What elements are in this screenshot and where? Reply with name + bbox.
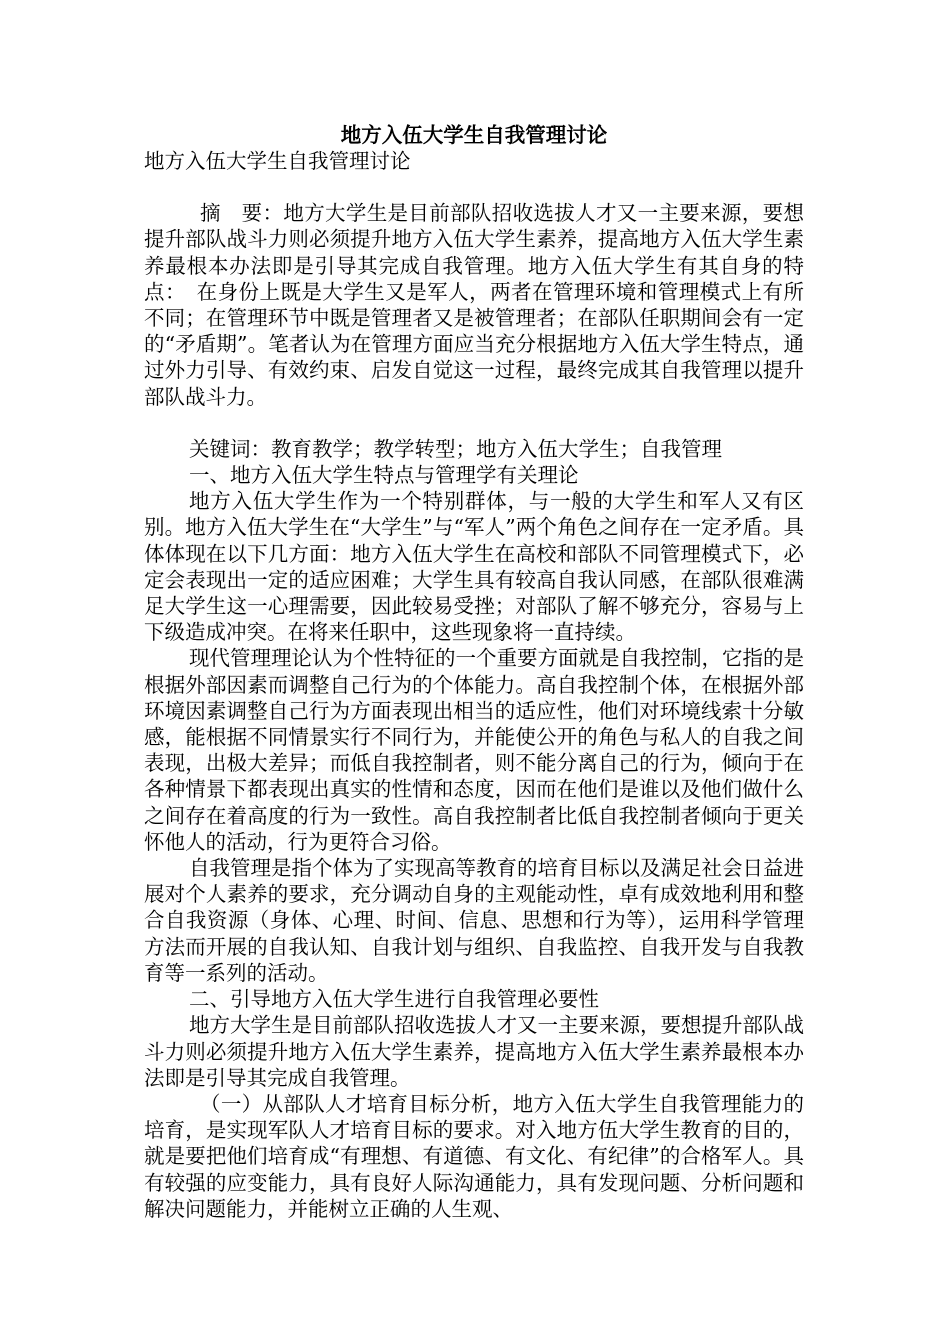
keywords-line: 关键词：教育教学；教学转型；地方入伍大学生；自我管理 bbox=[189, 436, 722, 461]
section-1-heading: 一、地方入伍大学生特点与管理学有关理论 bbox=[189, 463, 579, 488]
document-title: 地方入伍大学生自我管理讨论 bbox=[340, 123, 608, 147]
document-subtitle: 地方入伍大学生自我管理讨论 bbox=[144, 149, 411, 173]
section-1-paragraph-1: 地方入伍大学生作为一个特别群体，与一般的大学生和军人又有区别。地方入伍大学生在“大学生”与“军人”两个角色之间存在一定矛盾。具体体现在以下几方面：地方入伍大学生在高校和部队不同管理模式下，必定会表现出一定的适应困难；大学生具有较高自我认同感，在部队很难满足大学生这一心理需要，因此较易受挫；对部队了解不够充分，容易与上下级造成冲突。在将来任职中，这些现象将一直持续。 bbox=[144, 489, 804, 645]
section-1-paragraph-3: 自我管理是指个体为了实现高等教育的培育目标以及满足社会日益进展对个人素养的要求，充分调动自身的主观能动性，卓有成效地利用和整合自我资源（身体、心理、时间、信息、思想和行为等），运用科学管理方法而开展的自我认知、自我计划与组织、自我监控、自我开发与自我教育等一系列的活动。 bbox=[144, 856, 804, 985]
document-page bbox=[144, 118, 804, 1222]
section-2-paragraph-2: （一）从部队人才培育目标分析，地方入伍大学生自我管理能力的培育，是实现军队人才培育目标的要求。对入地方伍大学生教育的目的，就是要把他们培育成“有理想、有道德、有文化、有纪律”的合格军人。具有较强的应变能力，具有良好人际沟通能力，具有发现问题、分析问题和解决问题能力，并能树立正确的人生观、 bbox=[144, 1091, 804, 1221]
section-2-heading: 二、引导地方入伍大学生进行自我管理必要性 bbox=[189, 987, 599, 1012]
blank-line bbox=[144, 410, 804, 436]
section-2-paragraph-1: 地方大学生是目前部队招收选拔人才又一主要来源，要想提升部队战斗力则必须提升地方入伍大学生素养，提高地方入伍大学生素养最根本办法即是引导其完成自我管理。 bbox=[144, 1013, 804, 1090]
abstract-paragraph: 摘 要：地方大学生是目前部队招收选拔人才又一主要来源，要想提升部队战斗力则必须提升地方入伍大学生素养，提高地方入伍大学生素养最根本办法即是引导其完成自我管理。地方入伍大学生有其自身的特点： 在身份上既是大学生又是军人，两者在管理环境和管理模式上有所不同；在管理环节中既是管理者又是被管理者；在部队任职期间会有一定的“矛盾期”。笔者认为在管理方面应当充分根据地方入伍大学生特点，通过外力引导、有效约束、启发自觉这一过程，最终完成其自我管理以提升部队战斗力。 bbox=[144, 201, 804, 409]
section-1-paragraph-2: 现代管理理论认为个性特征的一个重要方面就是自我控制，它指的是根据外部因素而调整自己行为的个体能力。高自我控制个体，在根据外部环境因素调整自己行为方面表现出相当的适应性，他们对环境线索十分敏感，能根据不同情景实行不同行为，并能使公开的角色与私人的自我之间表现，出极大差异；而低自我控制者，则不能分离自己的行为，倾向于在各种情景下都表现出真实的性情和态度，因而在他们是谁以及他们做什么之间存在着高度的行为一致性。高自我控制者比低自我控制者倾向于更关怀他人的活动，行为更符合习俗。 bbox=[144, 646, 804, 854]
blank-line bbox=[144, 174, 804, 200]
